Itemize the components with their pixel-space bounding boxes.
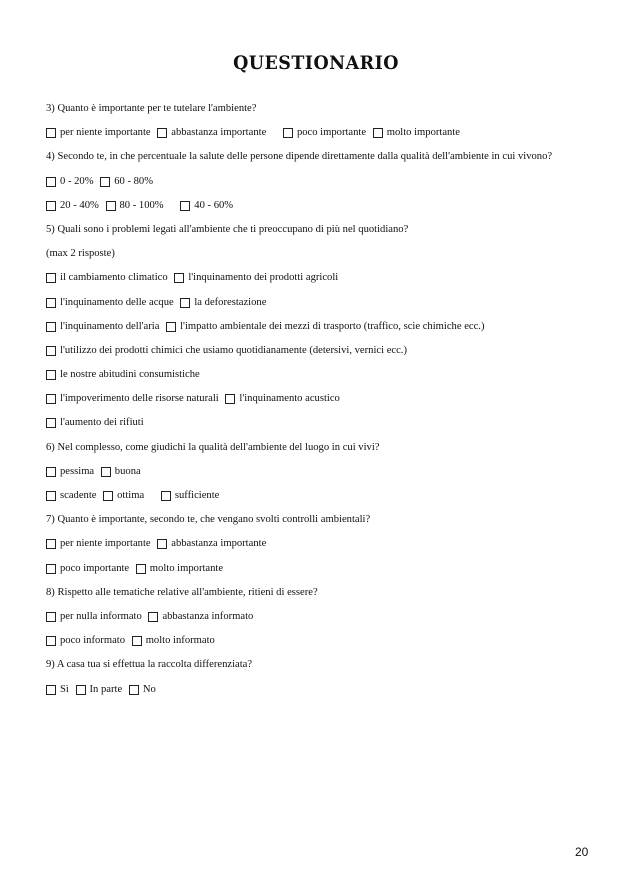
option-label: molto informato [145,635,215,647]
option-label: abbastanza importante [171,127,267,139]
option-label: poco informato [60,635,126,647]
checkbox-icon[interactable] [46,539,56,549]
option-checkbox[interactable] [46,417,144,429]
option-checkbox[interactable] [46,635,125,647]
option-checkbox[interactable] [76,684,123,696]
option-checkbox[interactable] [46,321,159,333]
checkbox-icon[interactable] [46,370,56,380]
question-4-options-row-1 [46,176,606,200]
option-label: per niente importante [60,127,151,139]
option-label: l'impoverimento delle risorse naturali [60,393,219,405]
question-9-text: 9) A casa tua si effettua la raccolta differenziata? [46,659,253,671]
option-checkbox[interactable] [161,490,220,502]
option-checkbox[interactable] [106,200,164,212]
question-9-options [46,684,606,708]
option-checkbox[interactable] [157,127,266,139]
question-5-options-row-5 [46,369,606,393]
option-label: ottima [117,490,145,501]
question-3-options [46,127,606,151]
checkbox-icon[interactable] [46,322,56,332]
option-label: il cambiamento climatico [60,272,168,284]
question-6-options-row-1 [46,466,606,490]
checkbox-icon[interactable] [180,298,190,308]
question-8-options-row-1 [46,611,606,635]
option-checkbox[interactable] [46,127,151,139]
option-checkbox[interactable] [283,127,366,139]
question-3-text: 3) Quanto è importante per te tutelare l'ambiente? [46,103,257,114]
checkbox-icon[interactable] [46,201,56,211]
question-5-note: (max 2 risposte) [46,248,115,260]
option-checkbox[interactable] [174,272,338,284]
checkbox-icon[interactable] [46,273,56,283]
question-5-options-row-1 [46,272,606,296]
option-label: sufficiente [174,490,220,501]
option-label: l'inquinamento delle acque [60,296,174,308]
option-checkbox[interactable] [166,321,484,333]
checkbox-icon[interactable] [129,685,139,695]
checkbox-icon[interactable] [46,418,56,428]
question-7-text: 7) Quanto è importante, secondo te, che vengano svolti controlli ambientali? [46,514,371,526]
checkbox-icon[interactable] [46,394,56,404]
option-checkbox[interactable] [46,200,99,212]
question-8-options-row-2 [46,635,606,659]
option-checkbox[interactable] [46,369,200,381]
checkbox-icon[interactable] [76,685,86,695]
checkbox-icon[interactable] [148,612,158,622]
checkbox-icon[interactable] [157,539,167,549]
option-checkbox[interactable] [46,538,151,550]
checkbox-icon[interactable] [46,491,56,501]
checkbox-icon[interactable] [283,128,293,138]
option-checkbox[interactable] [101,466,141,478]
option-checkbox[interactable] [46,176,94,188]
option-label: 80 - 100% [119,199,164,211]
checkbox-icon[interactable] [46,612,56,622]
option-label: la deforestazione [194,296,267,308]
option-checkbox[interactable] [46,611,142,623]
checkbox-icon[interactable] [132,636,142,646]
option-label: 0 - 20% [60,175,94,187]
checkbox-icon[interactable] [180,201,190,211]
checkbox-icon[interactable] [46,177,56,187]
question-7-options-row-2 [46,563,606,587]
checkbox-icon[interactable] [46,128,56,138]
option-label: No [142,683,156,695]
option-checkbox[interactable] [46,297,174,309]
option-checkbox[interactable] [136,563,223,575]
option-label: per niente importante [60,538,151,550]
option-checkbox[interactable] [46,490,96,502]
checkbox-icon[interactable] [136,564,146,574]
option-checkbox[interactable] [180,297,266,309]
option-checkbox[interactable] [46,466,94,478]
option-label: l'utilizzo dei prodotti chimici che usiamo quotidianamente (detersivi, vernici ecc.) [60,344,407,356]
option-checkbox[interactable] [46,345,407,357]
question-5-options-row-3 [46,321,606,345]
option-label: per nulla informato [60,610,142,622]
option-label: 60 - 80% [114,175,154,187]
checkbox-icon[interactable] [46,685,56,695]
checkbox-icon[interactable] [225,394,235,404]
option-label: 20 - 40% [60,199,99,211]
option-checkbox[interactable] [129,684,156,696]
questionnaire-body [46,103,606,708]
option-label: l'aumento dei rifiuti [60,417,144,429]
checkbox-icon[interactable] [106,201,116,211]
option-label: molto importante [149,562,224,574]
checkbox-icon[interactable] [46,298,56,308]
question-8-text: 8) Rispetto alle tematiche relative all'ambiente, ritieni di essere? [46,586,318,598]
question-5-options-row-2 [46,297,606,321]
checkbox-icon[interactable] [157,128,167,138]
question-4-options-row-2 [46,200,606,224]
option-checkbox[interactable] [157,538,266,550]
option-checkbox[interactable] [373,127,460,139]
option-checkbox[interactable] [46,563,129,575]
option-checkbox[interactable] [100,176,153,188]
option-label: poco importante [296,127,367,139]
option-label: poco importante [60,562,130,574]
checkbox-icon[interactable] [166,322,176,332]
checkbox-icon[interactable] [161,491,171,501]
checkbox-icon[interactable] [174,273,184,283]
checkbox-icon[interactable] [46,636,56,646]
checkbox-icon[interactable] [373,128,383,138]
option-checkbox[interactable] [225,393,339,405]
option-label: l'impatto ambientale dei mezzi di trasporto (traffico, scie chimiche ecc.) [180,320,485,332]
checkbox-icon[interactable] [46,346,56,356]
checkbox-icon[interactable] [103,491,113,501]
question-5-options-row-7 [46,417,606,441]
page-title: QUESTIONARIO [233,52,399,74]
option-checkbox[interactable] [103,490,144,502]
option-label: l'inquinamento acustico [239,393,340,405]
option-label: buona [114,465,141,477]
page-number: 20 [575,845,589,859]
question-7-options-row-1 [46,538,606,562]
checkbox-icon[interactable] [101,467,111,477]
option-label: abbastanza informato [162,610,254,622]
option-checkbox[interactable] [180,200,233,212]
option-checkbox[interactable] [46,393,219,405]
option-label: pessima [60,465,95,477]
option-label: 40 - 60% [194,199,234,211]
option-label: Sì [60,683,69,695]
option-checkbox[interactable] [148,611,253,623]
question-5-options-row-4 [46,345,606,369]
checkbox-icon[interactable] [100,177,110,187]
option-checkbox[interactable] [132,635,215,647]
option-label: l'inquinamento dei prodotti agricoli [188,272,339,284]
option-label: In parte [89,683,123,695]
question-5-text: 5) Quali sono i problemi legati all'ambiente che ti preoccupano di più nel quotidiano? [46,223,409,235]
question-6-text: 6) Nel complesso, come giudichi la qualità dell'ambiente del luogo in cui vivi? [46,441,380,453]
option-label: l'inquinamento dell'aria [60,320,160,332]
checkbox-icon[interactable] [46,564,56,574]
question-4-text: 4) Secondo te, in che percentuale la salute delle persone dipende direttamente dalla qualità dell'ambiente in cui vivono? [46,151,553,163]
option-label: molto importante [386,127,460,139]
option-checkbox[interactable] [46,684,69,696]
option-label: abbastanza importante [171,538,267,550]
option-checkbox[interactable] [46,272,168,284]
option-label: scadente [60,490,97,501]
question-5-options-row-6 [46,393,606,417]
checkbox-icon[interactable] [46,467,56,477]
option-label: le nostre abitudini consumistiche [60,369,200,381]
question-6-options-row-2 [46,490,606,514]
